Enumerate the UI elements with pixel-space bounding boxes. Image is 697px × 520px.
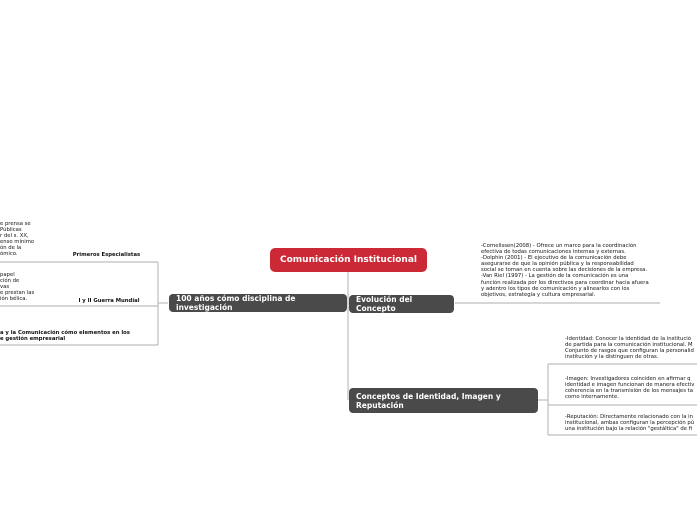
primeros-note-line: ómico.: [0, 251, 18, 258]
evolucion-note-line: asegurarse de que la opinión pública y la responsabilidad: [481, 261, 634, 268]
identidad-note-line: Conjunto de rasgos que configuran la personalid: [565, 348, 694, 355]
identidad-note-line: institución y la distinguen de otras.: [565, 354, 659, 361]
root-label: Comunicación Institucional: [280, 254, 417, 265]
evolucion-note[interactable]: [481, 243, 661, 298]
primeros-note-line: Públicas: [0, 227, 22, 234]
guerras-note-line: e prestan las: [0, 290, 35, 297]
gestion-line: a y la Comunicación cómo elementos en los: [0, 330, 130, 336]
evolucion-note-line: -Cornelissen(2008) - Ofrece un marco para la coordinación: [481, 243, 637, 249]
primeros-note-line: enso mínimo: [0, 239, 35, 246]
gestion-line: e gestión empresarial: [0, 336, 66, 343]
branch-historia[interactable]: [169, 294, 347, 312]
imagen-note-line: -Imagen: Investigadores coinciden en afirmar q: [565, 376, 691, 382]
root-node[interactable]: [270, 248, 427, 272]
guerras-note-line: ción de: [0, 278, 20, 285]
imagen-note-line: identidad e imagen funcionan de manera efectiv: [565, 382, 695, 389]
identidad-note-line: de partida para la comunicación institucional. M: [565, 342, 693, 349]
primeros-note-line: ón de la: [0, 245, 22, 252]
evolucion-note-line: función realizada por los directivos para coordinar hacia afuera: [481, 279, 649, 286]
identidad-note[interactable]: [565, 336, 697, 360]
identidad-note-line: -Identidad: Conocer la identidad de la institució: [565, 336, 691, 342]
guerras-note: [0, 272, 60, 302]
imagen-note-line: coherencia en la transmisión de los mensajes ta: [565, 388, 693, 395]
evolucion-note-line: y adentro los tipos de comunicación y alinearlos con los: [481, 285, 630, 292]
evolucion-note-line: social se toman en cuenta sobre las decisiones de la empresa.: [481, 267, 648, 274]
guerras-note-line: ión bélica.: [0, 296, 28, 303]
guerra-mundial-topic[interactable]: [64, 298, 154, 304]
evolucion-note-line: -Van Riel (1997) - La gestión de la comunicación es una: [481, 273, 629, 280]
branch-historia-label: 100 años cómo disciplina de investigación: [176, 294, 296, 312]
primeros-especialistas-topic[interactable]: [64, 252, 149, 258]
primeros-note: [0, 221, 60, 258]
primeros-note-line: e prensa se: [0, 221, 31, 227]
branch-conceptos-label: Conceptos de Identidad, Imagen y Reputación: [356, 391, 501, 410]
evolucion-note-line: objetivos, estrategia y cultura empresarial.: [481, 291, 596, 298]
imagen-note[interactable]: [565, 376, 697, 400]
evolucion-note-line: -Dolphin (2001) - El ejecutivo de la comunicación debe: [481, 255, 627, 262]
primeros-especialistas-label: Primeros Especialistas: [72, 252, 141, 258]
primeros-note-line: r del s. XX,: [0, 233, 29, 240]
reputacion-note-line: -Reputación: Directamente relacionado con la in: [565, 414, 693, 420]
branch-evolucion[interactable]: [349, 295, 454, 313]
guerras-note-line: vas: [0, 284, 10, 291]
branch-evolucion-label: Evolución del Concepto: [356, 295, 413, 313]
reputacion-note-line: una institución bajo la relación "gestáltica" de fi: [565, 426, 693, 433]
guerra-mundial-label: I y II Guerra Mundial: [78, 298, 140, 304]
gestion-empresarial-topic[interactable]: [0, 330, 150, 342]
evolucion-note-line: efectiva de todas comunicaciones internas y externas.: [481, 249, 626, 256]
imagen-note-line: como internamente.: [565, 394, 619, 401]
guerras-note-line: papel: [0, 272, 15, 278]
reputacion-note[interactable]: [565, 414, 697, 432]
reputacion-note-line: institucional, ambas configuran la percepción pú: [565, 420, 695, 427]
branch-conceptos[interactable]: [349, 388, 538, 413]
